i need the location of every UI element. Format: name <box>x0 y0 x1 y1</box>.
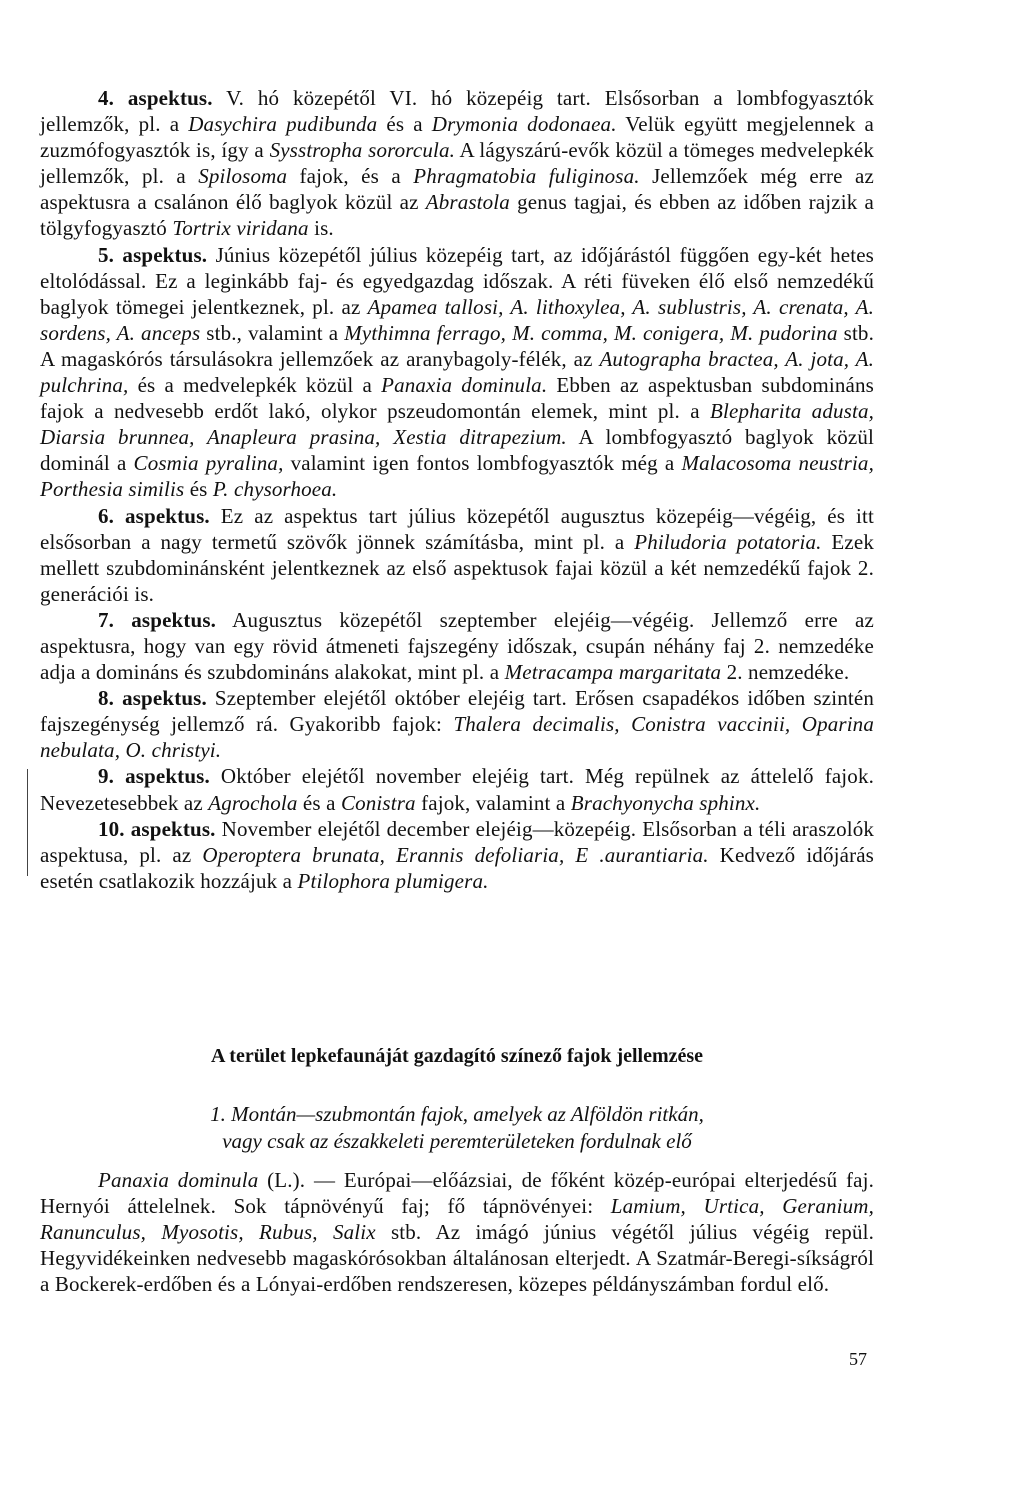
species-name: Operoptera brunata, Erannis defoliaria, E .aurantiaria. <box>202 842 709 867</box>
text-run: genus tagjai, és ebben az időben rajzik a tölgyfogyasztó <box>40 190 874 241</box>
text-run: és <box>184 477 213 502</box>
species-name: Thalera decimalis, Conistra vaccinii, Oparina nebulata, O. christyi. <box>40 712 874 763</box>
species-name: Dasychira pudibunda <box>188 112 378 137</box>
aspect-label: 6. aspektus. <box>98 503 210 528</box>
species-name: Blepharita adusta, Diarsia brunnea, Anapleura prasina, Xestia ditrapezium. <box>40 399 874 450</box>
text-run: Szeptember elejétől október elejéig tart. Erősen csapadékos időben szintén fajszegénység jellemző rá. Gyakoribb fajok: <box>40 686 874 737</box>
species-name: Apamea tallosi, A. lithoxylea, A. sublustris, A. crenata, A. sordens, A. anceps <box>40 294 874 345</box>
text-run: Ez az aspektus tart július közepétől augusztus közepéig—végéig, és itt elsősorban a nagy termetű szövők jönnek számításba, mint pl. a <box>40 503 874 554</box>
aspect-label: 9. aspektus. <box>98 764 210 789</box>
paragraph-aspect-10 <box>40 816 874 894</box>
paragraph-panaxia-dominula <box>40 1167 874 1297</box>
species-name: Panaxia dominula <box>98 1168 259 1192</box>
species-name: Brachyonycha sphinx. <box>570 790 761 815</box>
text-run: (L.). — Európai—előázsiai, de főként közép-európai elterjedésű faj. Hernyói áttelelnek. Sok tápnövényű faj; fő tápnövényei: <box>40 1168 875 1219</box>
species-name: Panaxia dominula. <box>381 373 548 398</box>
species-name: Ptilophora plumigera. <box>297 868 489 893</box>
text-run: és a <box>297 790 341 815</box>
text-run: Augusztus közepétől szeptember elejéig—végéig. Jellemző erre az aspektusra, hogy van egy rövid átmeneti fajszegény időszak, csupán néhány faj 2. nemzedéke adja a domináns és szubdomináns alakokat, mint pl. a <box>40 607 874 685</box>
aspect-text-block <box>40 85 874 894</box>
species-name: Conistra <box>340 790 416 815</box>
aspect-label: 10. aspektus. <box>98 816 216 841</box>
page-number: 57 <box>849 1349 867 1369</box>
paragraph-aspect-7 <box>40 607 874 685</box>
text-run: Kedvező időjárás esetén csatlakozik hozzájuk a <box>40 842 875 893</box>
species-name: Drymonia dodonaea. <box>431 112 617 137</box>
paragraph-aspect-8 <box>40 685 874 763</box>
paragraph-aspect-9 <box>40 763 874 815</box>
aspect-label: 4. aspektus. <box>98 86 213 110</box>
species-name: Abrastola <box>425 190 510 215</box>
text-run: Jellemzőek még erre az aspektusra a csalánon élő baglyok közül az <box>40 164 874 215</box>
species-name: Philudoria potatoria. <box>634 529 822 554</box>
text-run: Június közepétől július közepéig tart, az időjárástól függően egy-két hetes eltolódással. Ez a leginkább faj- és egyedgazdag időszak. A réti füveken élő első nemzedékű baglyok tömegei jelentkeznek, pl. az <box>40 242 874 319</box>
species-name: Metracampa margaritata <box>504 660 722 685</box>
species-name: Cosmia pyralina, <box>133 451 284 476</box>
species-name: Autographa bractea, A. jota, A. pulchrina, <box>40 346 874 398</box>
margin-line-mark <box>27 769 28 876</box>
text-run: fajok, valamint a <box>415 790 571 815</box>
species-name: P. chysorhoea. <box>212 477 338 502</box>
species-name: Malacosoma neustria, Porthesia similis <box>40 451 874 502</box>
aspect-label: 8. aspektus. <box>98 686 207 711</box>
aspect-label: 5. aspektus. <box>98 242 208 267</box>
text-run: November elejétől december elejéig—közepéig. Elsősorban a téli araszolók aspektusa, pl. az <box>40 816 875 867</box>
text-run: stb. A magaskórós társulásokra jellemzőek az aranybagoly-félék, az <box>40 320 874 371</box>
text-run: V. hó közepétől VI. hó közepéig tart. Elsősorban a lombfogyasztók jellemzők, pl. a <box>40 86 875 137</box>
text-run: 2. nemzedéke. <box>721 660 850 685</box>
text-run: fajok, és a <box>287 164 414 189</box>
section-heading: A terület lepkefaunáját gazdagító színező fajok jellemzése <box>210 1045 704 1067</box>
species-name: Phragmatobia fuliginosa. <box>413 164 640 189</box>
species-name: Sysstropha sororcula. <box>269 138 456 163</box>
species-name: Spilosoma <box>198 164 288 189</box>
text-run: és a <box>377 112 432 137</box>
aspect-label: 7. aspektus. <box>98 607 217 632</box>
text-run: Október elejétől november elejéig tart. Még repülnek az áttelelő fajok. Nevezetesebbek az <box>40 764 874 815</box>
text-run: valamint igen fontos lombfogyasztók még a <box>283 451 682 476</box>
species-name: Mythimna ferrago, M. comma, M. conigera, M. pudorina <box>344 320 838 345</box>
species-description-block <box>40 1167 874 1297</box>
text-run: Ebben az aspektusban subdomináns fajok a nedvesebb erdőt lakó, olykor pszeudomontán elemek, mint pl. a <box>40 373 874 424</box>
text-run: is. <box>308 216 334 241</box>
subsection-heading <box>40 1101 874 1154</box>
subsection-heading-line-2: vagy csak az északkeleti peremterületeken fordulnak elő <box>222 1128 692 1153</box>
species-name: Agrochola <box>208 790 298 815</box>
text-run: stb., valamint a <box>200 320 345 345</box>
paragraph-aspect-6 <box>40 503 874 607</box>
text-run: Ezek mellett szubdominánsként jelentkeznek az első aspektusok fajai közül a két nemzedékű fajok 2. generációi is. <box>40 529 874 606</box>
text-run: Velük együtt megjelennek a zuzmófogyasztók is, így a <box>40 112 875 163</box>
text-run: és a medvelepkék közül a <box>128 373 382 398</box>
subsection-heading-line-1: 1. Montán—szubmontán fajok, amelyek az Alföldön ritkán, <box>210 1102 704 1126</box>
text-run: A lágyszárú-evők közül a tömeges medvelepkék jellemzők, pl. a <box>40 138 874 189</box>
species-name: Lamium, Urtica, Geranium, Ranunculus, Myosotis, Rubus, Salix <box>40 1194 874 1245</box>
text-run: A lombfogyasztó baglyok közül dominál a <box>40 425 874 476</box>
paragraph-aspect-5 <box>40 242 874 503</box>
paragraph-aspect-4 <box>40 85 874 242</box>
text-run: stb. Az imágó június végétől július végéig repül. Hegyvidékeinken nedvesebb magaskórósokban általánosan elterjedt. A Szatmár-Beregi-síkságról a Bockerek-erdőben és a Lónyai-erdőben rendszeresen, közepes példányszámban fordul elő. <box>40 1220 874 1297</box>
species-name: Tortrix viridana <box>172 216 309 241</box>
